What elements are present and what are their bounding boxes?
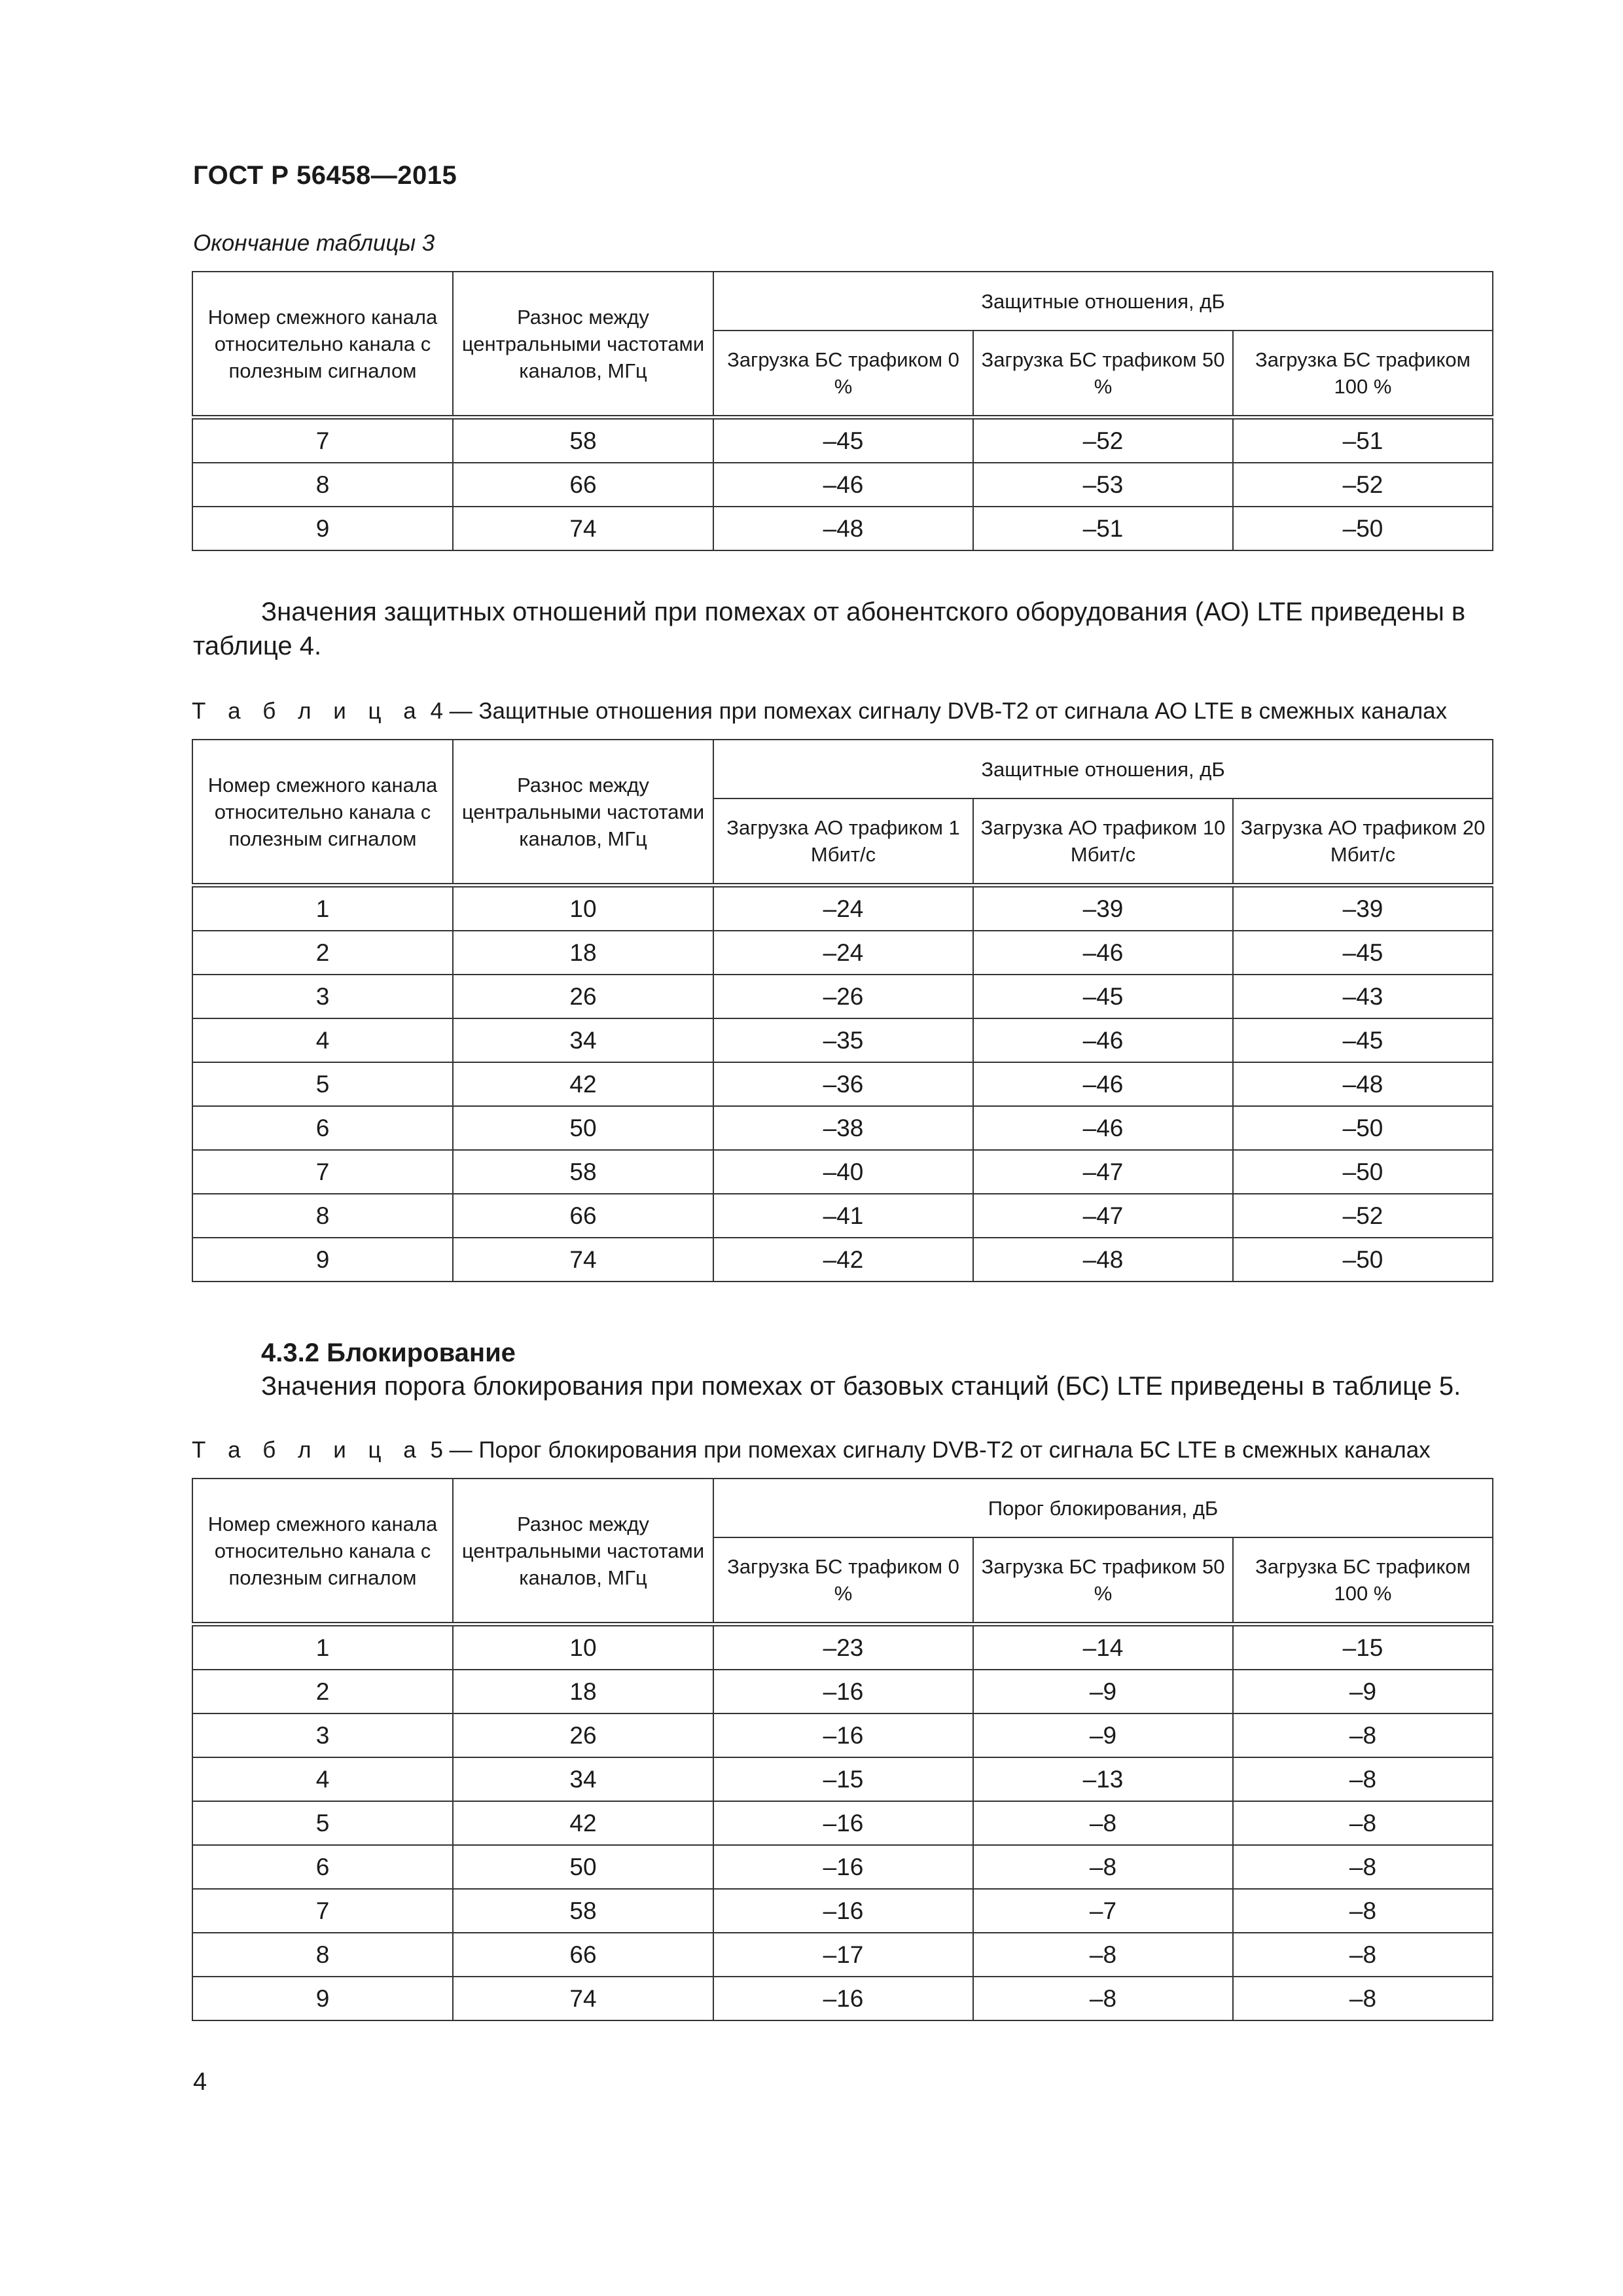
- group-header: Порог блокирования, дБ: [713, 1479, 1493, 1537]
- table-cell: 6: [192, 1845, 453, 1889]
- table-cell: 10: [453, 886, 713, 931]
- table-cell: –35: [713, 1018, 973, 1062]
- table4-caption-prefix: Т а б л и ц а: [192, 698, 424, 724]
- table-row: [192, 975, 1493, 1018]
- paragraph-table4-intro: Значения защитных отношений при помехах от абонентского оборудования (АО) LTE приведены в таблице 4.: [193, 598, 1466, 660]
- table-cell: –16: [713, 1713, 973, 1757]
- table-cell: –9: [973, 1670, 1233, 1713]
- table-cell: –47: [973, 1150, 1233, 1194]
- table-cell: 9: [192, 1238, 453, 1282]
- table-body: [192, 1624, 1493, 2021]
- table-row: [192, 507, 1493, 550]
- table-cell: –48: [1233, 1062, 1493, 1106]
- table-cell: 9: [192, 507, 453, 550]
- sub-header: Загрузка БС трафиком 100 %: [1233, 1537, 1493, 1624]
- table-cell: –16: [713, 1889, 973, 1933]
- table-cell: 42: [453, 1801, 713, 1845]
- table-row: [192, 1889, 1493, 1933]
- table-row: [192, 1150, 1493, 1194]
- table-cell: –50: [1233, 1106, 1493, 1150]
- table-cell: –39: [1233, 886, 1493, 931]
- table-cell: –8: [1233, 1801, 1493, 1845]
- table-5: [192, 1478, 1493, 2021]
- table-cell: 66: [453, 1933, 713, 1977]
- table-cell: 66: [453, 463, 713, 507]
- table-cell: –23: [713, 1624, 973, 1670]
- table-cell: 5: [192, 1062, 453, 1106]
- table-cell: –8: [1233, 1889, 1493, 1933]
- col-adjacent-channel-header: Номер смежного канала относительно канала с полезным сигналом: [192, 1479, 453, 1624]
- table-cell: 18: [453, 1670, 713, 1713]
- table-cell: 1: [192, 1624, 453, 1670]
- table-cell: –15: [1233, 1624, 1493, 1670]
- table-cell: –8: [973, 1845, 1233, 1889]
- table-row: [192, 1106, 1493, 1150]
- table-cell: 7: [192, 1889, 453, 1933]
- table-cell: 10: [453, 1624, 713, 1670]
- table-cell: –50: [1233, 507, 1493, 550]
- table-cell: 1: [192, 886, 453, 931]
- table-row: [192, 1670, 1493, 1713]
- table-cell: 26: [453, 975, 713, 1018]
- table-cell: –8: [1233, 1757, 1493, 1801]
- table-cell: 74: [453, 1238, 713, 1282]
- table-cell: –45: [1233, 1018, 1493, 1062]
- table-cell: –52: [1233, 1194, 1493, 1238]
- table-cell: 6: [192, 1106, 453, 1150]
- table-cell: –9: [1233, 1670, 1493, 1713]
- table-cell: –40: [713, 1150, 973, 1194]
- table-cell: 26: [453, 1713, 713, 1757]
- table-cell: –45: [973, 975, 1233, 1018]
- table-cell: –46: [973, 1062, 1233, 1106]
- table-cell: 74: [453, 507, 713, 550]
- sub-header: Загрузка БС трафиком 50 %: [973, 331, 1233, 418]
- col-frequency-spacing-header: Разнос между центральными частотами каналов, МГц: [453, 1479, 713, 1624]
- page-number: 4: [193, 2068, 207, 2096]
- table-cell: 8: [192, 1194, 453, 1238]
- table-4: [192, 739, 1493, 1282]
- table-cell: –15: [713, 1757, 973, 1801]
- table-cell: –46: [973, 1018, 1233, 1062]
- table-cell: –8: [973, 1801, 1233, 1845]
- table-row: [192, 1757, 1493, 1801]
- table-cell: –48: [713, 507, 973, 550]
- group-header: Защитные отношения, дБ: [713, 272, 1493, 331]
- table-cell: –52: [973, 418, 1233, 463]
- table-cell: 66: [453, 1194, 713, 1238]
- table-row: [192, 1238, 1493, 1282]
- table-cell: –46: [973, 1106, 1233, 1150]
- table-row: [192, 463, 1493, 507]
- table-row: [192, 1062, 1493, 1106]
- table-cell: –36: [713, 1062, 973, 1106]
- sub-header: Загрузка АО трафиком 20 Мбит/с: [1233, 798, 1493, 886]
- table-cell: 58: [453, 418, 713, 463]
- table-cell: –8: [973, 1933, 1233, 1977]
- table3-continuation-caption: Окончание таблицы 3: [193, 230, 435, 256]
- table-row: [192, 1977, 1493, 2020]
- table-3: [192, 271, 1493, 551]
- table5-caption-text: 5 — Порог блокирования при помехах сигналу DVB-T2 от сигнала БС LTE в смежных каналах: [423, 1437, 1431, 1463]
- table-cell: –9: [973, 1713, 1233, 1757]
- sub-header: Загрузка БС трафиком 50 %: [973, 1537, 1233, 1624]
- table-cell: 50: [453, 1106, 713, 1150]
- table-cell: –8: [1233, 1977, 1493, 2020]
- table-row: [192, 1713, 1493, 1757]
- table-cell: 2: [192, 931, 453, 975]
- sub-header: Загрузка АО трафиком 10 Мбит/с: [973, 798, 1233, 886]
- section-text: Значения порога блокирования при помехах от базовых станций (БС) LTE приведены в таблице 5.: [261, 1372, 1461, 1401]
- table-cell: –8: [973, 1977, 1233, 2020]
- table-cell: 5: [192, 1801, 453, 1845]
- table-cell: 34: [453, 1757, 713, 1801]
- table4-caption-text: 4 — Защитные отношения при помехах сигналу DVB-T2 от сигнала АО LTE в смежных каналах: [423, 698, 1448, 724]
- table-cell: –46: [713, 463, 973, 507]
- table-cell: 34: [453, 1018, 713, 1062]
- table-cell: 42: [453, 1062, 713, 1106]
- table-cell: 4: [192, 1757, 453, 1801]
- table-cell: –42: [713, 1238, 973, 1282]
- table-cell: 9: [192, 1977, 453, 2020]
- table-cell: 4: [192, 1018, 453, 1062]
- table4-caption: [192, 698, 1447, 725]
- table-cell: –53: [973, 463, 1233, 507]
- table-cell: –16: [713, 1801, 973, 1845]
- table-cell: 3: [192, 1713, 453, 1757]
- table-cell: 7: [192, 418, 453, 463]
- col-frequency-spacing-header: Разнос между центральными частотами каналов, МГц: [453, 272, 713, 418]
- col-frequency-spacing-header: Разнос между центральными частотами каналов, МГц: [453, 740, 713, 886]
- table-row: [192, 418, 1493, 463]
- table-cell: 8: [192, 463, 453, 507]
- table-cell: –46: [973, 931, 1233, 975]
- table-cell: –8: [1233, 1845, 1493, 1889]
- table-cell: –45: [713, 418, 973, 463]
- table-cell: –8: [1233, 1713, 1493, 1757]
- table-cell: –13: [973, 1757, 1233, 1801]
- table-cell: –48: [973, 1238, 1233, 1282]
- table-row: [192, 1624, 1493, 1670]
- table-cell: 8: [192, 1933, 453, 1977]
- table-cell: –41: [713, 1194, 973, 1238]
- table-cell: –38: [713, 1106, 973, 1150]
- sub-header: Загрузка БС трафиком 0 %: [713, 1537, 973, 1624]
- document-header: ГОСТ Р 56458—2015: [193, 161, 457, 190]
- col-adjacent-channel-header: Номер смежного канала относительно канала с полезным сигналом: [192, 272, 453, 418]
- table-row: [192, 1194, 1493, 1238]
- table-cell: –16: [713, 1845, 973, 1889]
- table-cell: 3: [192, 975, 453, 1018]
- sub-header: Загрузка БС трафиком 100 %: [1233, 331, 1493, 418]
- table-cell: –8: [1233, 1933, 1493, 1977]
- table-cell: 7: [192, 1150, 453, 1194]
- table-cell: 74: [453, 1977, 713, 2020]
- table-body: [192, 418, 1493, 551]
- table-cell: –24: [713, 931, 973, 975]
- table-cell: 18: [453, 931, 713, 975]
- table-cell: –50: [1233, 1150, 1493, 1194]
- table-cell: 2: [192, 1670, 453, 1713]
- table-row: [192, 931, 1493, 975]
- group-header: Защитные отношения, дБ: [713, 740, 1493, 798]
- table5-caption: [192, 1437, 1431, 1463]
- table-cell: –52: [1233, 463, 1493, 507]
- table-cell: –24: [713, 886, 973, 931]
- table-cell: –7: [973, 1889, 1233, 1933]
- table-row: [192, 1933, 1493, 1977]
- sub-header: Загрузка БС трафиком 0 %: [713, 331, 973, 418]
- table-row: [192, 1845, 1493, 1889]
- table-cell: –43: [1233, 975, 1493, 1018]
- section-title: 4.3.2 Блокирование: [261, 1338, 516, 1367]
- table-cell: –17: [713, 1933, 973, 1977]
- table5-caption-prefix: Т а б л и ц а: [192, 1437, 424, 1463]
- sub-header: Загрузка АО трафиком 1 Мбит/с: [713, 798, 973, 886]
- table-cell: 58: [453, 1889, 713, 1933]
- table-cell: 50: [453, 1845, 713, 1889]
- table-cell: 58: [453, 1150, 713, 1194]
- table-cell: –47: [973, 1194, 1233, 1238]
- table-cell: –45: [1233, 931, 1493, 975]
- table-cell: –39: [973, 886, 1233, 931]
- col-adjacent-channel-header: Номер смежного канала относительно канала с полезным сигналом: [192, 740, 453, 886]
- table-cell: –51: [1233, 418, 1493, 463]
- table-row: [192, 1018, 1493, 1062]
- table-row: [192, 886, 1493, 931]
- table-cell: –14: [973, 1624, 1233, 1670]
- table-row: [192, 1801, 1493, 1845]
- table-cell: –16: [713, 1670, 973, 1713]
- table-cell: –26: [713, 975, 973, 1018]
- table-cell: –50: [1233, 1238, 1493, 1282]
- table-cell: –16: [713, 1977, 973, 2020]
- table-body: [192, 886, 1493, 1282]
- table-cell: –51: [973, 507, 1233, 550]
